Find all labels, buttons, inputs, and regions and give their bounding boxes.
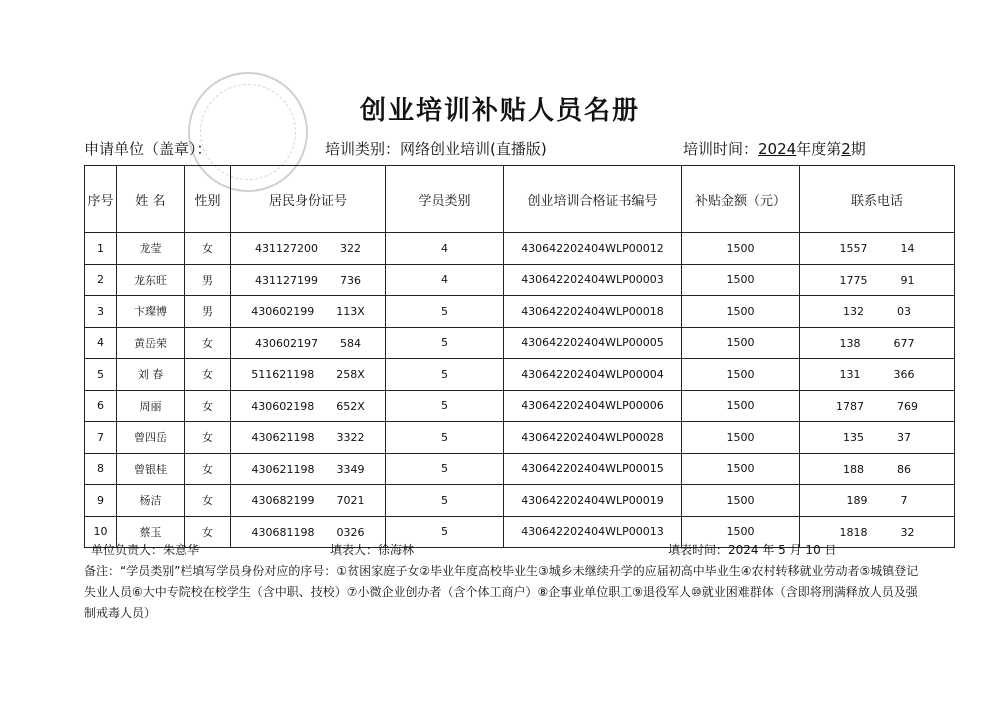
header-cell: 序号 <box>85 166 117 233</box>
certificate-number: 430642202404WLP00004 <box>504 359 682 391</box>
header-cell: 居民身份证号 <box>231 166 386 233</box>
certificate-number: 430642202404WLP00028 <box>504 422 682 454</box>
student-category: 5 <box>386 359 504 391</box>
table-row <box>85 359 955 391</box>
phone-number: 188 86 <box>800 453 955 485</box>
certificate-number: 430642202404WLP00018 <box>504 296 682 328</box>
student-category: 4 <box>386 264 504 296</box>
certificate-number: 430642202404WLP00005 <box>504 327 682 359</box>
subsidy-amount: 1500 <box>682 264 800 296</box>
row-number: 5 <box>85 359 117 391</box>
phone-number: 1818 32 <box>800 516 955 548</box>
row-number: 3 <box>85 296 117 328</box>
certificate-number: 430642202404WLP00012 <box>504 233 682 265</box>
row-number: 9 <box>85 485 117 517</box>
header-cell: 创业培训合格证书编号 <box>504 166 682 233</box>
gender: 女 <box>185 233 231 265</box>
subsidy-amount: 1500 <box>682 296 800 328</box>
training-type: 培训类别：网络创业培训(直播版) <box>325 140 547 158</box>
certificate-number: 430642202404WLP00006 <box>504 390 682 422</box>
subsidy-amount: 1500 <box>682 233 800 265</box>
student-name: 曾银桂 <box>117 453 185 485</box>
row-number: 6 <box>85 390 117 422</box>
student-category: 5 <box>386 516 504 548</box>
certificate-number: 430642202404WLP00015 <box>504 453 682 485</box>
student-category: 5 <box>386 485 504 517</box>
unit-leader: 单位负责人：朱意华 <box>91 543 200 557</box>
student-name: 蔡玉 <box>117 516 185 548</box>
row-number: 4 <box>85 327 117 359</box>
subsidy-amount: 1500 <box>682 359 800 391</box>
id-number: 430621198 3349 <box>231 453 386 485</box>
gender: 女 <box>185 422 231 454</box>
row-number: 7 <box>85 422 117 454</box>
certificate-number: 430642202404WLP00019 <box>504 485 682 517</box>
table-row <box>85 264 955 296</box>
table-row <box>85 327 955 359</box>
id-number: 430681198 0326 <box>231 516 386 548</box>
phone-number: 1775 91 <box>800 264 955 296</box>
roster-table <box>84 165 955 548</box>
student-name: 杨洁 <box>117 485 185 517</box>
id-number: 430602197 584 <box>231 327 386 359</box>
fill-date: 填表时间：2024 年 5 月 10 日 <box>668 543 837 557</box>
gender: 女 <box>185 453 231 485</box>
training-year: 2024 <box>758 140 797 158</box>
student-name: 龙莹 <box>117 233 185 265</box>
table-row <box>85 390 955 422</box>
subsidy-amount: 1500 <box>682 422 800 454</box>
id-number: 431127200 322 <box>231 233 386 265</box>
phone-number: 131 366 <box>800 359 955 391</box>
training-time-mid: 年度第 <box>796 140 842 158</box>
id-number: 511621198 258X <box>231 359 386 391</box>
id-number: 431127199 736 <box>231 264 386 296</box>
gender: 男 <box>185 264 231 296</box>
gender: 女 <box>185 390 231 422</box>
certificate-number: 430642202404WLP00013 <box>504 516 682 548</box>
subsidy-amount: 1500 <box>682 516 800 548</box>
id-number: 430602199 113X <box>231 296 386 328</box>
phone-number: 135 37 <box>800 422 955 454</box>
apply-unit-label: 申请单位（盖章）： <box>84 140 212 158</box>
student-name: 周丽 <box>117 390 185 422</box>
student-category: 5 <box>386 327 504 359</box>
student-name: 龙东旺 <box>117 264 185 296</box>
table-row <box>85 233 955 265</box>
student-name: 黄岳荣 <box>117 327 185 359</box>
phone-number: 1787 769 <box>800 390 955 422</box>
id-number: 430621198 3322 <box>231 422 386 454</box>
header-cell: 补贴金额（元） <box>682 166 800 233</box>
student-name: 刘 春 <box>117 359 185 391</box>
student-category: 5 <box>386 296 504 328</box>
header-cell: 学员类别 <box>386 166 504 233</box>
training-time <box>683 138 866 159</box>
phone-number: 138 677 <box>800 327 955 359</box>
training-time-suffix: 期 <box>850 140 866 158</box>
id-number: 430682199 7021 <box>231 485 386 517</box>
gender: 女 <box>185 516 231 548</box>
table-row <box>85 422 955 454</box>
subsidy-amount: 1500 <box>682 327 800 359</box>
gender: 女 <box>185 485 231 517</box>
row-number: 8 <box>85 453 117 485</box>
gender: 女 <box>185 359 231 391</box>
student-name: 曾四岳 <box>117 422 185 454</box>
student-category: 5 <box>386 390 504 422</box>
student-category: 4 <box>386 233 504 265</box>
phone-number: 189 7 <box>800 485 955 517</box>
header-cell: 联系电话 <box>800 166 955 233</box>
training-period: 2 <box>841 140 851 158</box>
table-row <box>85 453 955 485</box>
phone-number: 132 03 <box>800 296 955 328</box>
page-title: 创业培训补贴人员名册 <box>359 96 640 126</box>
gender: 男 <box>185 296 231 328</box>
form-filler: 填表人：徐海林 <box>330 543 415 557</box>
training-time-prefix: 培训时间： <box>683 140 759 158</box>
remarks-note: 备注：“学员类别”栏填写学员身份对应的序号：①贫困家庭子女②毕业年度高校毕业生③城乡未继续升学的应届初高中毕业生④农村转移就业劳动者⑤城镇登记失业人员⑥大中专院校在校学生（含中职、技校）⑦小微企业创办者（含个体工商户）⑧企事业单位职工⑨退役军人⑩就业困难群体（含即将刑满释放人员及强制戒毒人员） <box>84 564 919 620</box>
subsidy-amount: 1500 <box>682 485 800 517</box>
row-number: 1 <box>85 233 117 265</box>
gender: 女 <box>185 327 231 359</box>
subsidy-amount: 1500 <box>682 390 800 422</box>
header-cell: 姓 名 <box>117 166 185 233</box>
student-category: 5 <box>386 453 504 485</box>
row-number: 10 <box>85 516 117 548</box>
table-row <box>85 485 955 517</box>
header-cell: 性别 <box>185 166 231 233</box>
subsidy-amount: 1500 <box>682 453 800 485</box>
id-number: 430602198 652X <box>231 390 386 422</box>
row-number: 2 <box>85 264 117 296</box>
certificate-number: 430642202404WLP00003 <box>504 264 682 296</box>
table-header-row <box>85 166 955 233</box>
student-category: 5 <box>386 422 504 454</box>
phone-number: 1557 14 <box>800 233 955 265</box>
table-row <box>85 296 955 328</box>
student-name: 卞璨博 <box>117 296 185 328</box>
